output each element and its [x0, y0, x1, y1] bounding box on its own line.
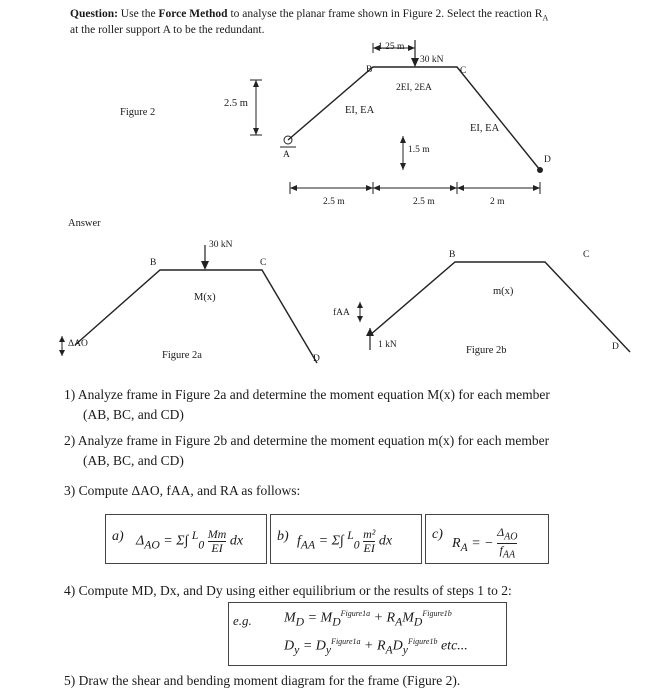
- formula-b-label: b): [277, 529, 289, 544]
- step-2-line-1: Analyze frame in Figure 2b and determine the moment equation m(x) for each member: [77, 433, 550, 448]
- figure-2-caption: Figure 2: [120, 107, 156, 118]
- dim-2-5-label: 2.5 m: [224, 98, 248, 109]
- formula-dy-expr: $D_y = D_y^{Figure1a} + R_AD_y^{Figure1b}$ etc...: [284, 637, 468, 657]
- fig2a-delta: ΔAO: [68, 339, 88, 349]
- fig2b-node-d: D: [612, 342, 619, 352]
- fig2b-flex: fAA: [333, 308, 350, 318]
- step-2: 2) Analyze frame in Figure 2b and determine the moment equation m(x) for each member: [64, 433, 550, 448]
- step-1-line-2: (AB, BC, and CD): [83, 407, 184, 422]
- step-3: 3) Compute ΔAO, fAA, and RA as follows:: [64, 483, 301, 498]
- step-5-line: Draw the shear and bending moment diagram for the frame (Figure 2).: [78, 673, 461, 688]
- fig2b-unit-load: 1 kN: [378, 340, 397, 350]
- formula-a-label: a): [112, 529, 124, 544]
- step-3-line: Compute ΔAO, fAA, and RA as follows:: [78, 483, 301, 498]
- node-a-label: A: [283, 150, 290, 160]
- question-prefix: Question:: [70, 8, 118, 20]
- step-4-line: Compute MD, Dx, and Dy using either equilibrium or the results of steps 1 to 2:: [78, 583, 512, 598]
- figure-2a-caption: Figure 2a: [162, 350, 202, 361]
- step-5: 5) Draw the shear and bending moment diagram for the frame (Figure 2).: [64, 673, 461, 688]
- step-2-line-2: (AB, BC, and CD): [83, 453, 184, 468]
- formula-c-label: c): [432, 527, 443, 542]
- member-bc-label: 2EI, 2EA: [396, 83, 432, 93]
- question-method: Force Method: [158, 8, 228, 20]
- support-d-pin: [537, 167, 543, 173]
- question-text-1: Use the: [120, 8, 156, 20]
- question-sub: A: [542, 13, 549, 23]
- span-1-label: 2.5 m: [323, 197, 345, 207]
- member-cd-label: EI, EA: [470, 123, 500, 134]
- fig2b-node-b: B: [449, 250, 456, 260]
- step-1-line-1: Analyze frame in Figure 2a and determine the moment equation M(x) for each member: [77, 387, 550, 402]
- formula-c-box: [425, 514, 549, 564]
- fig2a-node-b: B: [150, 258, 157, 268]
- node-c-label: C: [460, 66, 467, 76]
- span-3-label: 2 m: [490, 197, 505, 207]
- figure-2b-caption: Figure 2b: [466, 345, 507, 356]
- fig2a-node-d: D: [313, 354, 320, 364]
- formula-eg-label: e.g.: [233, 613, 252, 628]
- formula-b-expr: $f_{AA} = \Sigma\int$ $^L_0$ m² EI dx: [297, 527, 393, 555]
- fig2a-load-label: 30 kN: [209, 240, 233, 250]
- load-label: 30 kN: [420, 55, 444, 65]
- question-text-3: at the roller support A to be the redundant.: [70, 24, 265, 37]
- step-1: 1) Analyze frame in Figure 2a and determine the moment equation M(x) for each member: [64, 387, 550, 402]
- node-b-label: B: [366, 65, 373, 75]
- fig2b-moment: m(x): [493, 286, 514, 297]
- span-2-label: 2.5 m: [413, 197, 435, 207]
- dim-1-25-label: 1.25 m: [378, 42, 405, 52]
- formula-eg-box: [228, 602, 507, 666]
- fig2a-moment: M(x): [194, 292, 216, 303]
- formula-a-box: [105, 514, 267, 564]
- formula-b-box: [270, 514, 422, 564]
- member-ab-label: EI, EA: [345, 105, 375, 116]
- fig2b-node-c: C: [583, 250, 590, 260]
- question-text-2: to analyse the planar frame shown in Figure 2. Select the reaction R: [230, 8, 543, 20]
- formula-a-expr: $\Delta_{AO} = \Sigma\int$ $^L_0$ Mm EI dx: [136, 527, 244, 555]
- fig2a-node-c: C: [260, 258, 267, 268]
- frame2b-members: [370, 262, 630, 352]
- dim-1-5-label: 1.5 m: [408, 145, 430, 155]
- formula-md-expr: $M_D = M_D^{Figure1a} + R_AM_D^{Figure1b}$: [284, 609, 452, 629]
- step-4: 4) Compute MD, Dx, and Dy using either equilibrium or the results of steps 1 to 2:: [64, 583, 512, 598]
- node-d-label: D: [544, 155, 551, 165]
- formula-c-expr: $R_A$ = − $\Delta_{AO}$ $f_{AA}$: [452, 525, 518, 561]
- answer-label: Answer: [68, 218, 101, 229]
- formula-etc: etc...: [440, 638, 468, 654]
